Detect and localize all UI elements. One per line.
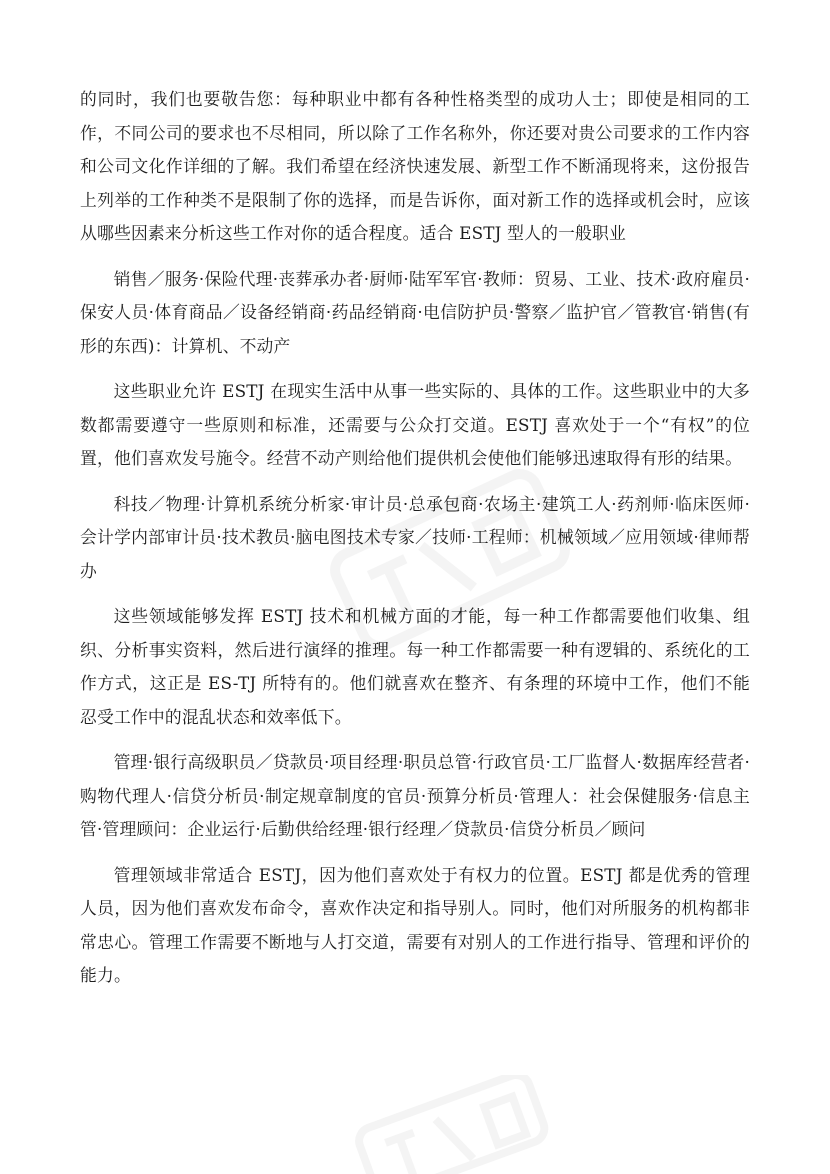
paragraph-sales-service-explanation: 这些职业允许 ESTJ 在现实生活中从事一些实际的、具体的工作。这些职业中的大多数都需要遵守一些原则和标准，还需要与公众打交道。ESTJ 喜欢处于一个“有权”的位置，他们喜欢发号施令。经营不动产则给他们提供机会使他们能够迅速取得有形的结果。	[80, 381, 750, 468]
paragraph-management-explanation: 管理领域非常适合 ESTJ，因为他们喜欢处于有权力的位置。ESTJ 都是优秀的管理人员，因为他们喜欢发布命令，喜欢作决定和指导别人。同时，他们对所服务的机构都非常忠心。管理工作需要不断地与人打交道，需要有对别人的工作进行指导、管理和评价的能力。	[80, 864, 750, 985]
paragraph-intro-continued: 的同时，我们也要敬告您：每种职业中都有各种性格类型的成功人士；即使是相同的工作，不同公司的要求也不尽相同，所以除了工作名称外，你还要对贵公司要求的工作内容和公司文化作详细的了解。我们希望在经济快速发展、新型工作不断涌现将来，这份报告上列举的工作种类不是限制了你的选择，而是告诉你，面对新工作的选择或机会时，应该从哪些因素来分析这些工作对你的适合程度。适合 ESTJ 型人的一般职业	[80, 89, 750, 243]
paragraph-management-list: 管理·银行高级职员／贷款员·项目经理·职员总管·行政官员·工厂监督人·数据库经营者·购物代理人·信贷分析员·制定规章制度的官员·预算分析员·管理人：社会保健服务·信息主管·管理顾问：企业运行·后勤供给经理·银行经理／贷款员·信贷分析员／顾问	[80, 752, 750, 839]
watermark-logo-bottom	[330, 1075, 570, 1174]
paragraph-technology-list: 科技／物理·计算机系统分析家·审计员·总承包商·农场主·建筑工人·药剂师·临床医师·会计学内部审计员·技术教员·脑电图技术专家／技师·工程师：机械领域／应用领域·律师帮办	[80, 493, 750, 581]
paragraph-technology-explanation: 这些领域能够发挥 ESTJ 技术和机械方面的才能，每一种工作都需要他们收集、组织、分析事实资料，然后进行演绎的推理。每一种工作都需要一种有逻辑的、系统化的工作方式，这正是 ES-TJ 所特有的。他们就喜欢在整齐、有条理的环境中工作，他们不能忍受工作中的混乱状态和效率低下。	[80, 606, 750, 727]
document-body	[80, 83, 750, 993]
paragraph-sales-service-list: 销售／服务·保险代理·丧葬承办者·厨师·陆军军官·教师：贸易、工业、技术·政府雇员·保安人员·体育商品／设备经销商·药品经销商·电信防护员·警察／监护官／管教官·销售(有形的东西)：计算机、不动产	[80, 268, 750, 356]
